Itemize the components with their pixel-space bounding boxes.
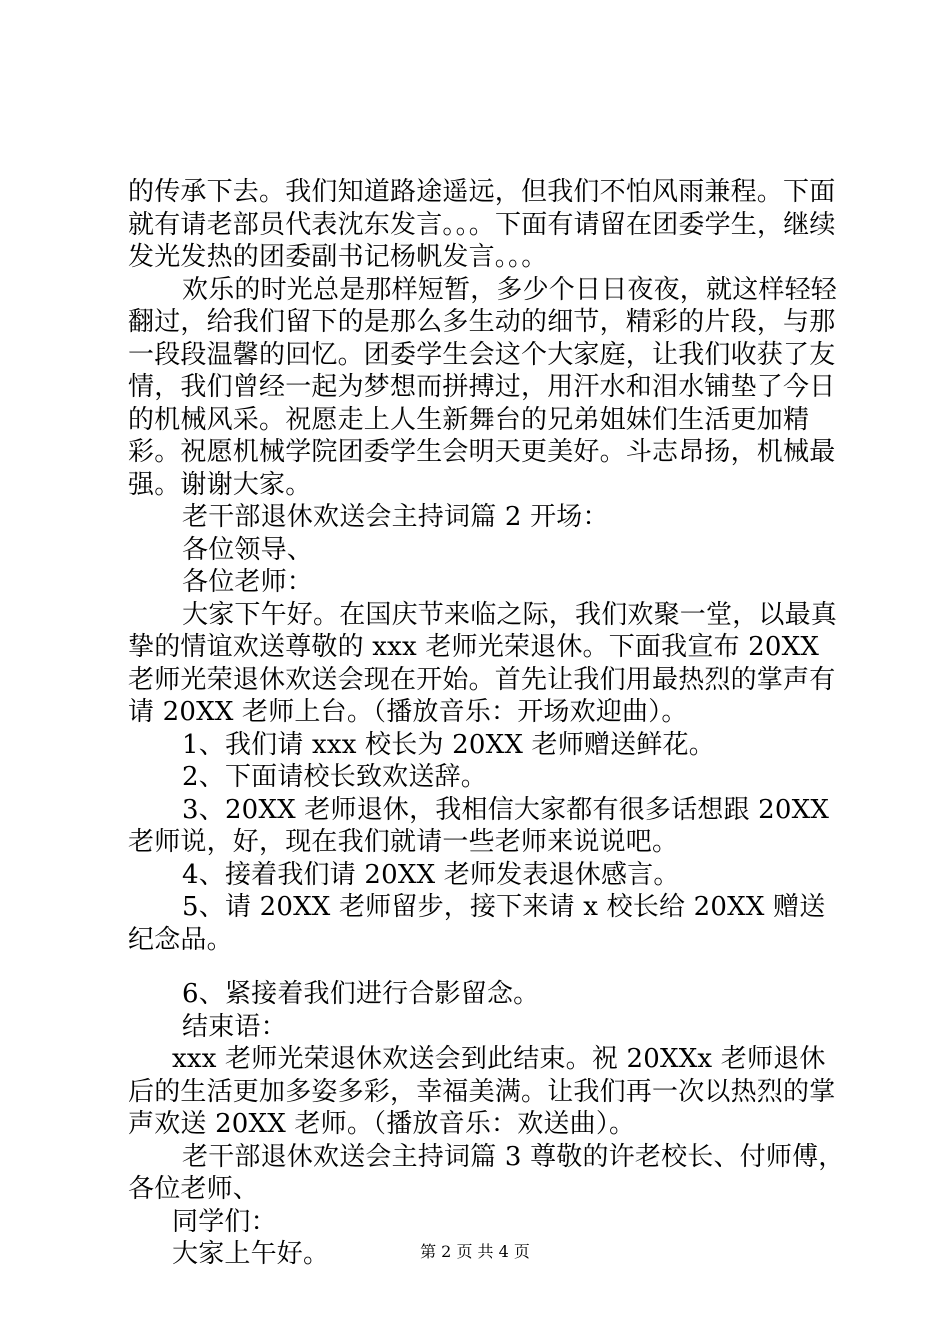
list-item-1: 1、我们请 xxx 校长为 20XX 老师赠送鲜花。 (182, 729, 715, 760)
salutation-leaders: 各位领导、 (182, 534, 314, 565)
section-heading-3: 老干部退休欢送会主持词篇 3 尊敬的许老校长、付师傅，各位老师、 (128, 1141, 845, 1204)
salutation-students: 同学们： (172, 1206, 277, 1237)
list-item-2: 2、下面请校长致欢送辞。 (182, 762, 487, 792)
list-item-6: 6、紧接着我们进行合影留念。 (182, 979, 540, 1009)
paragraph-closing: xxx 老师光荣退休欢送会到此结束。祝 20XXx 老师退休后的生活更加多姿多彩，幸福美满。让我们再一次以热烈的掌声欢送 20XX 老师。（播放音乐：欢送曲）。 (128, 1044, 836, 1139)
document-body (128, 176, 848, 1271)
list-item-5: 5、请 20XX 老师留步，接下来请 x 校长给 20XX 赠送纪念品。 (128, 892, 826, 955)
section-heading-2: 老干部退休欢送会主持词篇 2 开场： (182, 502, 609, 532)
closing-heading: 结束语： (182, 1011, 287, 1042)
list-item-3: 3、20XX 老师退休，我相信大家都有很多话想跟 20XX 老师说，好，现在我们就请一些老师来说说吧。 (128, 794, 838, 857)
greeting-morning: 大家上午好。 (172, 1239, 330, 1269)
paragraph-farewell: 欢乐的时光总是那样短暂，多少个日日夜夜，就这样轻轻翻过，给我们留下的是那么多生动的细节，精彩的片段，与那一段段温馨的回忆。团委学生会这个大家庭，让我们收获了友情，我们曾经一起为梦想而拼搏过，用汗水和泪水铺垫了今日的机械风采。祝愿走上人生新舞台的兄弟姐妹们生活更加精彩。祝愿机械学院团委学生会明天更美好。斗志昂扬，机械最强。谢谢大家。 (128, 274, 838, 500)
salutation-teachers: 各位老师： (182, 567, 314, 597)
paragraph-continuation: 的传承下去。我们知道路途遥远，但我们不怕风雨兼程。下面就有请老部员代表沈东发言。。。下面有请留在团委学生，继续发光发热的团委副书记杨帆发言。。。 (128, 177, 836, 272)
list-item-4: 4、接着我们请 20XX 老师发表退休感言。 (182, 859, 680, 890)
page-number-footer: 第 2 页 共 4 页 (420, 1242, 530, 1261)
paragraph-opening: 大家下午好。在国庆节来临之际，我们欢聚一堂，以最真挚的情谊欢送尊敬的 xxx 老师光荣退休。下面我宣布 20XX 老师光荣退休欢送会现在开始。首先让我们用最热烈的掌声有请 20XX 老师上台。（播放音乐：开场欢迎曲）。 (128, 599, 838, 727)
